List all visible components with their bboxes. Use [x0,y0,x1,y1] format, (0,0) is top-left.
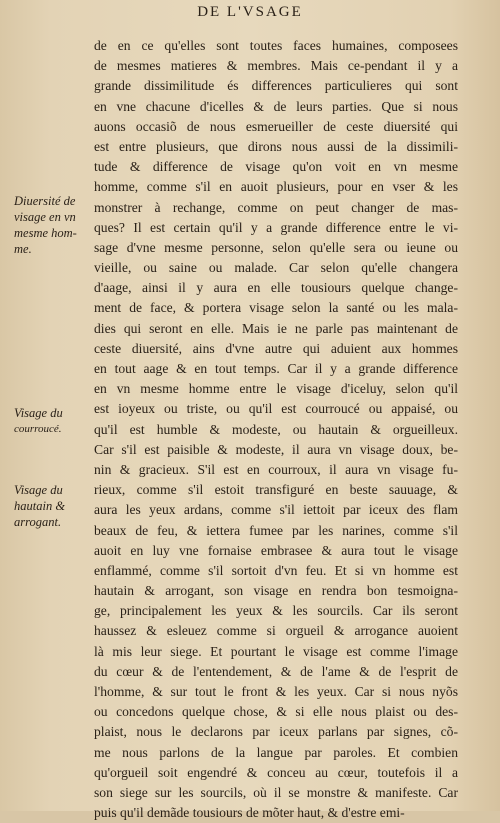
text-line: en vn mesme homme entre le visage d'iceluy, selon qu'il [94,381,458,397]
text-line: qu'il est humble & modeste, ou hautain & orgueilleux. [94,421,458,437]
margin-note-line: courroucé. [14,423,62,435]
margin-note-line: Visage du [14,483,63,497]
text-line: en tout aage & en tout temps. Car il y a grande difference [94,361,458,376]
running-head: DE L'VSAGE [197,4,303,20]
text-line: qu'orgueil soit engendré & conceu au cœur, toutefois il a [94,764,458,780]
text-line: d'aage, ainsi il y aura en elle tousiours quelque change- [94,280,458,296]
text-line: me nous parlons de la langue par paroles. Et combien [94,744,458,760]
text-line: aura les yeux ardans, comme s'il iettoit par iceux des flam [94,502,458,518]
margin-note-hautain [14,482,98,530]
text-line: là mis leur siege. Et pourtant le visage est comme l'image [94,643,458,659]
text-line: ment de face, & portera visage selon la santé ou les mala- [94,300,458,316]
margin-note-courrouce [14,405,98,437]
body-text [94,36,458,823]
text-line: nin & gracieux. S'il est en courroux, il aura vn visage fu- [94,461,458,477]
text-line: l'homme, & sur tout le front & les yeux. Car si nous nyõs [94,684,458,699]
text-line: ou concedons quelque chose, & si elle nous plaist ou des- [94,704,458,720]
text-line: auons occasiõ de nous esmerueiller de ceste diuersité qui [94,118,458,134]
margin-note-line: hautain & [14,499,66,513]
text-line: grande dissimilitude és differences particulieres qui sont [94,78,458,94]
text-line: puis qu'il demãde tousiours de mõter haut, & d'estre emi- [94,805,405,821]
margin-note-line: me. [14,242,32,256]
text-line: ge, principalement les yeux & les sourcils. Car ils seront [94,603,458,619]
text-line: son siege sur les sourcils, où il se monstre & manifeste. Car [94,784,458,800]
text-line: sage d'vne mesme personne, selon qu'elle sera ou ieune ou [94,239,458,255]
text-line: plaist, nous le declarons par iceux parlans par signes, cõ- [94,724,458,740]
text-line: est entre plusieurs, que dirons nous aussi de la dissimili- [94,138,458,154]
text-line: homme, comme s'il en auoit plusieurs, pour en vser & les [94,179,458,195]
text-line: monstrer à rechange, comme on peut changer de mas- [94,199,458,215]
text-line: ques? Il est certain qu'il y a grande difference entre le vi- [94,219,458,235]
text-line: est ioyeux ou triste, ou qu'il est courroucé ou appaisé, ou [94,401,458,417]
text-line: dies qui seront en elle. Mais ie ne parle pas maintenant de [94,320,458,336]
text-line: tude & difference de visage qu'on voit en vn mesme [94,159,458,175]
margin-note-line: Diuersité de [14,194,76,208]
margin-note-line: Visage du [14,406,63,420]
text-line: de en ce qu'elles sont toutes faces humaines, composees [94,38,458,53]
margin-note-diversite [14,193,98,257]
margin-note-line: mesme hom- [14,226,77,240]
text-line: auoit en luy vne fornaise embrasee & aura tout le visage [94,542,458,558]
text-line: Car s'il est paisible & modeste, il aura vn visage doux, be- [94,441,458,457]
text-line: vieille, ou saine ou malade. Car selon qu'elle changera [94,260,458,276]
text-line: beaux de feu, & iettera fumee par les narines, comme s'il [94,522,458,538]
margin-note-line: arrogant. [14,515,62,529]
text-line: rieux, comme s'il estoit transfiguré en beste sauuage, & [94,482,458,498]
text-line: hautain & arrogant, son visage en rendra bon tesmoigna- [94,583,458,599]
text-line: en vne chacune d'icelles & de leurs parties. Que si nous [94,98,458,114]
text-line: enflammé, comme s'il sortoit d'vn feu. Et si vn homme est [94,562,458,578]
text-line: ceste diuersité, ains d'vne autre qui aduient aux hommes [94,340,458,356]
text-line: haussez & esleuez comme si orgueil & arrogance auoient [94,623,458,639]
text-line: du cœur & de l'entendement, & de l'ame & de l'esprit de [94,663,458,679]
text-line: de mesmes matieres & membres. Mais ce-pendant il y a [94,58,458,74]
margin-note-line: visage en vn [14,210,76,224]
